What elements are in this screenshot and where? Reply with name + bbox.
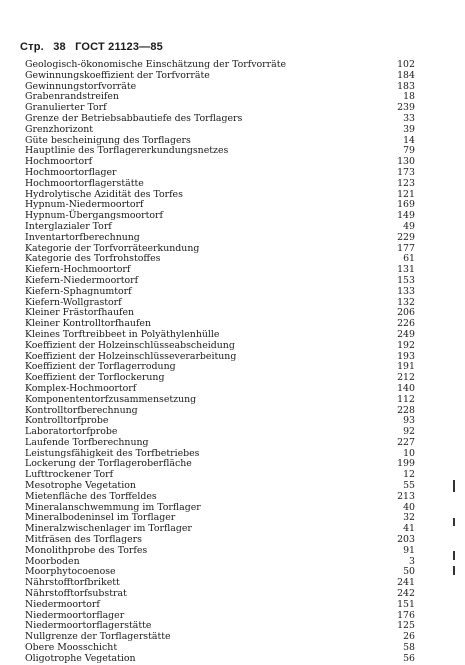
index-term: Mitfräsen des Torflagers xyxy=(25,534,142,546)
index-term: Kontrolltorfprobe xyxy=(25,415,109,427)
index-page-number: 12 xyxy=(403,469,415,481)
index-term: Oligotrophe Vegetation xyxy=(25,652,136,664)
index-page-number: 227 xyxy=(397,436,415,448)
index-page-number: 93 xyxy=(403,415,415,427)
index-term: Grabenrandstreifen xyxy=(25,91,119,103)
index-term: Grenze der Betriebsabbautiefe des Torflagers xyxy=(25,112,243,124)
margin-mark xyxy=(453,566,455,575)
index-term: Kiefern-Niedermoortorf xyxy=(25,274,139,286)
index-page-number: 18 xyxy=(403,91,415,103)
index-term: Komplex-Hochmoortorf xyxy=(25,382,137,394)
index-term: Kategorie der Torfvorräteerkundung xyxy=(25,242,200,254)
index-term: Koeffizient der Torflagerrodung xyxy=(25,361,176,373)
index-page-number: 183 xyxy=(397,80,415,92)
index-term: Komponententorfzusammensetzung xyxy=(25,393,197,405)
index-page-number: 151 xyxy=(397,598,415,610)
index-page-number: 191 xyxy=(397,361,415,373)
index-page-number: 58 xyxy=(403,642,415,654)
index-page-number: 102 xyxy=(397,59,415,70)
index-page-number: 131 xyxy=(397,264,415,276)
page-label: Стр. xyxy=(20,41,44,53)
index-term: Moorphytocoenose xyxy=(25,566,116,578)
index-term: Geologisch-ökonomische Einschätzung der Torfvorräte xyxy=(25,59,287,70)
index-term: Lufttrockener Torf xyxy=(25,469,114,481)
index-term: Nullgrenze der Torflagerstätte xyxy=(25,631,171,643)
index-term: Güte bescheinigung des Torflagers xyxy=(25,134,191,146)
index-term: Gewinnungstorfvorräte xyxy=(25,80,137,92)
index-term: Interglazialer Torf xyxy=(25,220,112,232)
index-term: Obere Moosschicht xyxy=(25,642,118,654)
index-page-number: 112 xyxy=(397,393,415,405)
index-page-number: 40 xyxy=(403,501,415,513)
index-term: Koeffizient der Holzeinschlüsseverarbeitung xyxy=(25,350,237,362)
index-term: Lockerung der Torflageroberfläche xyxy=(25,458,192,470)
index-term: Hypnum-Übergangsmoortorf xyxy=(25,210,164,222)
index-page-number: 3 xyxy=(409,555,415,567)
index-term: Kiefern-Wollgrastorf xyxy=(25,296,122,308)
index-page-number: 229 xyxy=(397,231,415,243)
index-page-number: 206 xyxy=(397,307,415,319)
index-page-number: 123 xyxy=(397,177,415,189)
index-term: Grenzhorizont xyxy=(25,123,94,135)
margin-mark xyxy=(453,480,455,492)
index-term: Inventartorfberechnung xyxy=(25,231,140,243)
index-list xyxy=(25,60,415,665)
index-page-number: 55 xyxy=(403,480,415,492)
margin-mark xyxy=(453,518,455,526)
index-page-number: 140 xyxy=(397,382,415,394)
index-entry xyxy=(25,71,415,82)
index-term: Nährstofftorfbrikett xyxy=(25,577,120,589)
index-term: Mesotrophe Vegetation xyxy=(25,480,136,492)
index-page-number: 14 xyxy=(403,134,415,146)
index-term: Mineralzwischenlager im Torflager xyxy=(25,523,192,535)
index-term: Granulierter Torf xyxy=(25,102,107,114)
index-term: Nährstofftorfsubstrat xyxy=(25,588,127,600)
index-page-number: 203 xyxy=(397,534,415,546)
index-page-number: 121 xyxy=(397,188,415,200)
index-term: Kontrolltorfberechnung xyxy=(25,404,138,416)
index-page-number: 184 xyxy=(397,69,415,81)
index-page-number: 192 xyxy=(397,339,415,351)
index-page-number: 49 xyxy=(403,220,415,232)
index-entry xyxy=(25,395,415,406)
index-term: Monolithprobe des Torfes xyxy=(25,544,148,556)
page-header xyxy=(20,41,169,53)
index-page-number: 92 xyxy=(403,426,415,438)
index-page-number: 213 xyxy=(397,490,415,502)
index-page-number: 242 xyxy=(397,588,415,600)
index-page-number: 212 xyxy=(397,372,415,384)
index-page-number: 153 xyxy=(397,274,415,286)
index-term: Niedermoortorflager xyxy=(25,609,125,621)
index-page-number: 56 xyxy=(403,652,415,664)
index-page-number: 91 xyxy=(403,544,415,556)
index-page-number: 241 xyxy=(397,577,415,589)
index-page-number: 239 xyxy=(397,102,415,114)
index-term: Niedermoortorflagerstätte xyxy=(25,620,152,632)
index-term: Moorboden xyxy=(25,555,80,567)
index-term: Koeffizient der Holzeinschlüsseabscheidung xyxy=(25,339,235,351)
index-entry xyxy=(25,341,415,352)
index-entry xyxy=(25,233,415,244)
index-page-number: 79 xyxy=(403,145,415,157)
index-page-number: 10 xyxy=(403,447,415,459)
index-page-number: 177 xyxy=(397,242,415,254)
index-entry xyxy=(25,654,415,665)
index-entry xyxy=(25,179,415,190)
index-term: Laboratortorfprobe xyxy=(25,426,118,438)
index-page-number: 149 xyxy=(397,210,415,222)
index-term: Mineralbodeninsel im Torflager xyxy=(25,512,176,524)
index-term: Kleiner Frästorfhaufen xyxy=(25,307,135,319)
index-entry xyxy=(25,546,415,557)
index-term: Hauptlinie des Torflagererkundungsnetzes xyxy=(25,145,229,157)
index-term: Hypnum-Niedermoortorf xyxy=(25,199,144,211)
index-term: Kiefern-Sphagnumtorf xyxy=(25,285,132,297)
index-term: Kategorie des Torfrohstoffes xyxy=(25,253,161,265)
index-term: Kleines Torftreibbeet in Polyäthylenhülle xyxy=(25,328,220,340)
index-term: Hochmoortorf xyxy=(25,156,93,168)
index-term: Leistungsfähigkeit des Torfbetriebes xyxy=(25,447,200,459)
index-term: Mineralanschwemmung im Torflager xyxy=(25,501,201,513)
index-page-number: 228 xyxy=(397,404,415,416)
index-term: Niedermoortorf xyxy=(25,598,100,610)
index-page-number: 50 xyxy=(403,566,415,578)
index-page-number: 41 xyxy=(403,523,415,535)
index-page-number: 39 xyxy=(403,123,415,135)
index-term: Laufende Torfberechnung xyxy=(25,436,149,448)
index-page-number: 26 xyxy=(403,631,415,643)
index-page-number: 133 xyxy=(397,285,415,297)
index-page-number: 130 xyxy=(397,156,415,168)
index-page-number: 173 xyxy=(397,166,415,178)
index-page-number: 32 xyxy=(403,512,415,524)
index-page-number: 176 xyxy=(397,609,415,621)
index-page-number: 193 xyxy=(397,350,415,362)
index-page-number: 249 xyxy=(397,328,415,340)
index-term: Koeffizient der Torflockerung xyxy=(25,372,165,384)
index-page-number: 61 xyxy=(403,253,415,265)
index-page-number: 226 xyxy=(397,318,415,330)
standard-code: ГОСТ 21123—85 xyxy=(75,41,164,53)
index-page-number: 132 xyxy=(397,296,415,308)
index-page-number: 33 xyxy=(403,112,415,124)
index-term: Hochmoortorflager xyxy=(25,166,117,178)
index-page-number: 199 xyxy=(397,458,415,470)
index-term: Mietenfläche des Torffeldes xyxy=(25,490,157,502)
index-entry xyxy=(25,287,415,298)
index-term: Hochmoortorflagerstätte xyxy=(25,177,144,189)
index-page-number: 125 xyxy=(397,620,415,632)
index-term: Kiefern-Hochmoortorf xyxy=(25,264,131,276)
index-page-number: 169 xyxy=(397,199,415,211)
index-term: Kleiner Kontrolltorfhaufen xyxy=(25,318,152,330)
index-term: Gewinnungskoeffizient der Torfvorräte xyxy=(25,69,210,81)
index-term: Hydrolytische Azidität des Torfes xyxy=(25,188,183,200)
margin-mark xyxy=(453,551,455,560)
index-entry xyxy=(25,125,415,136)
page-number: 38 xyxy=(53,41,66,53)
